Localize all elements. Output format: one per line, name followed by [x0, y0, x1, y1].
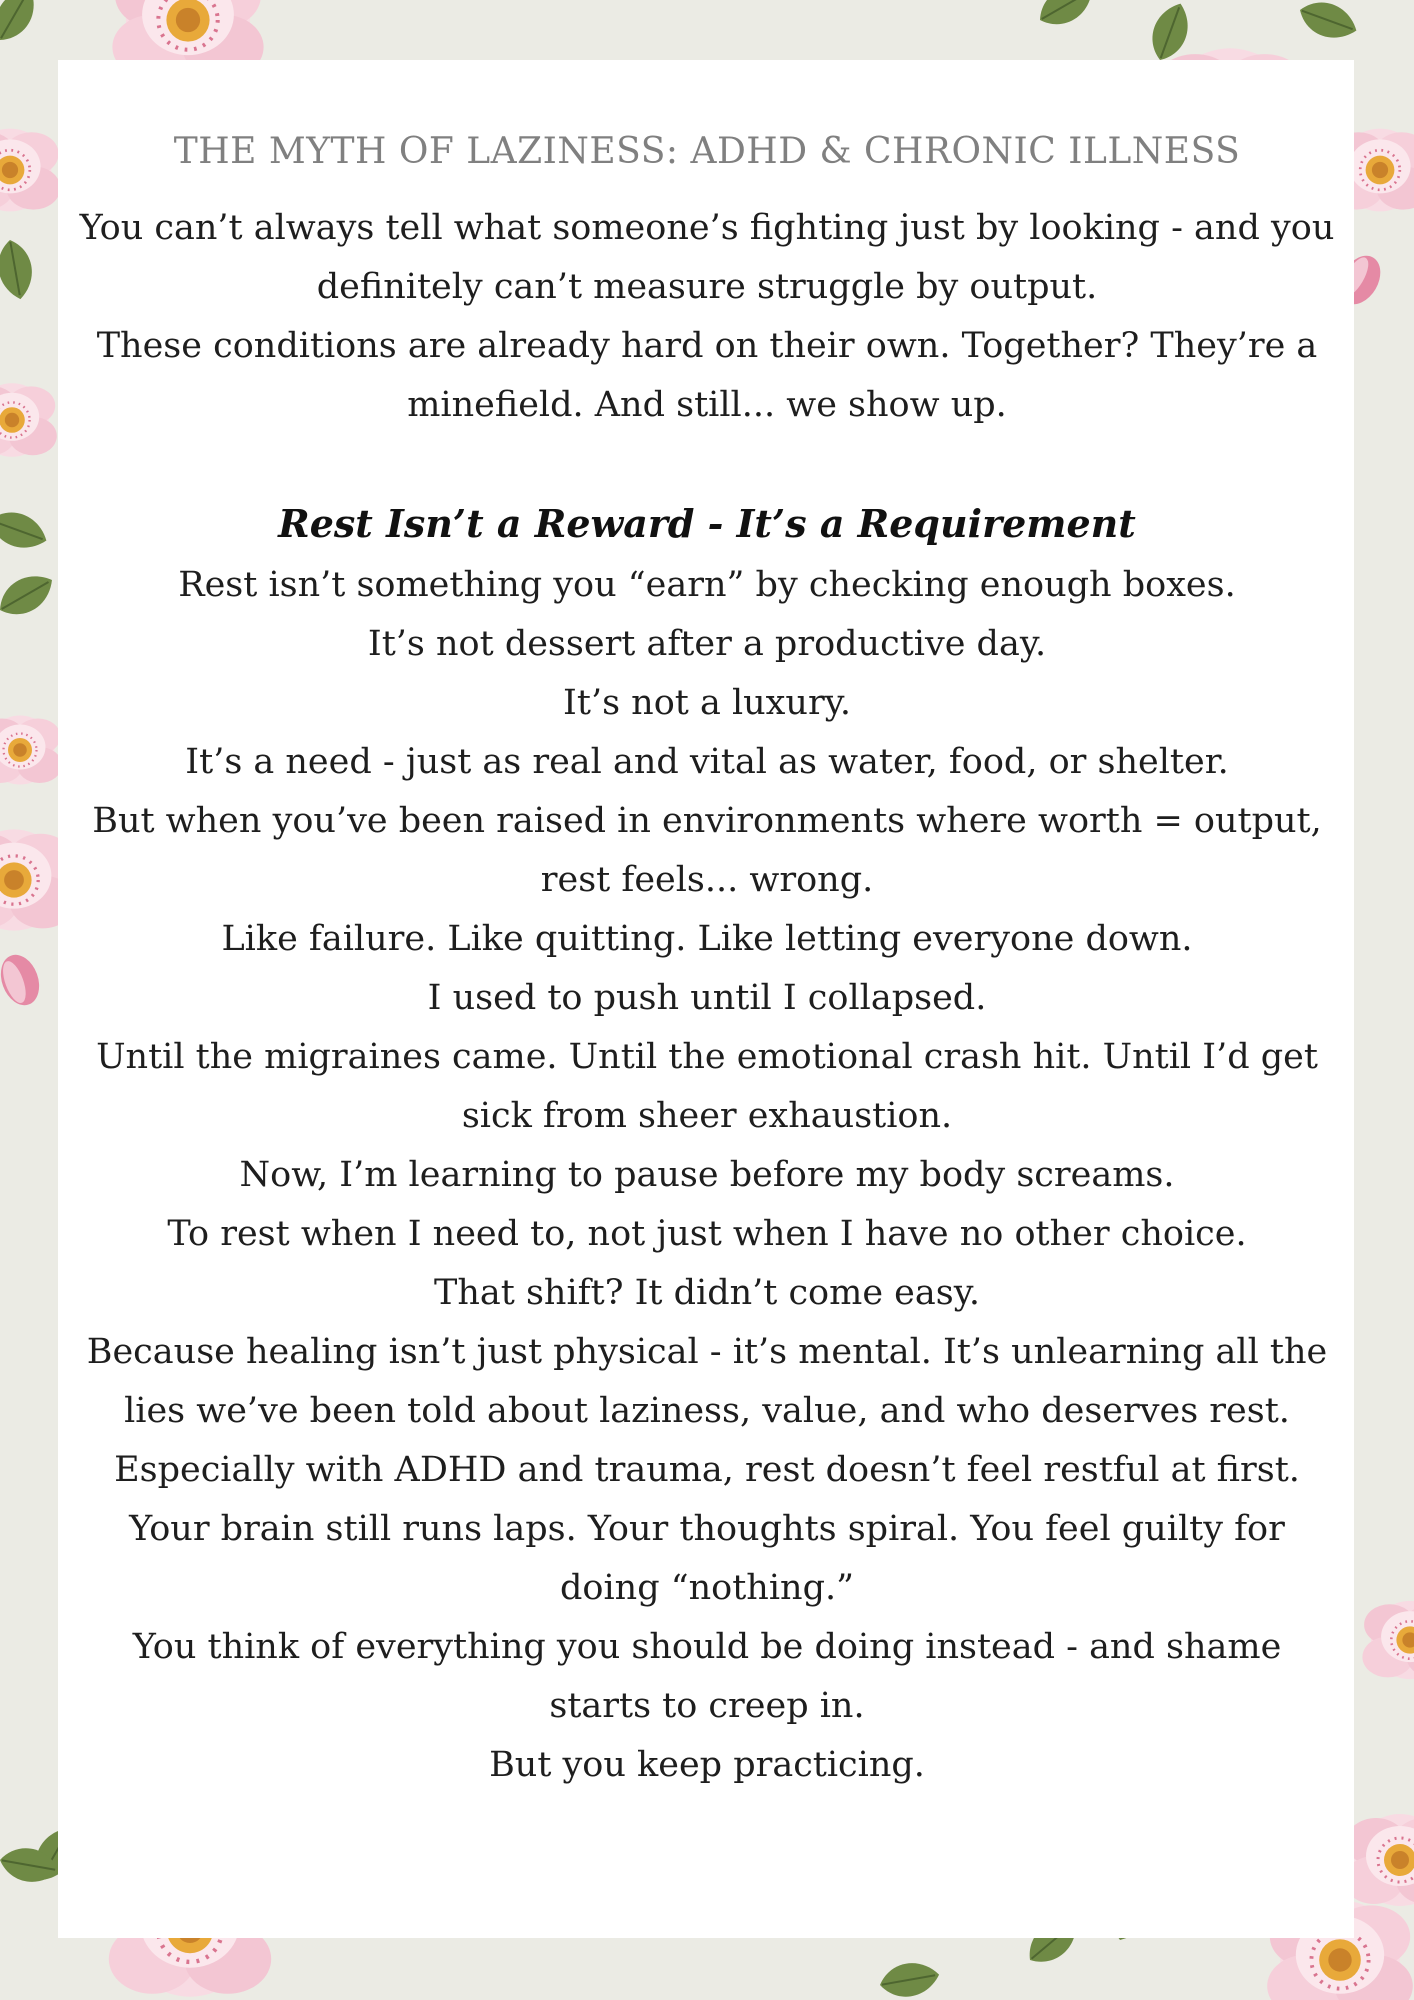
body-line: Especially with ADHD and trauma, rest doesn’t feel restful at first.	[114, 1450, 1300, 1491]
rose-flower-icon	[0, 129, 60, 212]
body-line: Now, I’m learning to pause before my body screams.	[239, 1155, 1175, 1196]
intro-paragraph: You can’t always tell what someone’s fighting just by looking - and you definitely can’t measure struggle by output.	[79, 208, 1335, 308]
body-line: To rest when I need to, not just when I have no other choice.	[167, 1214, 1247, 1255]
body-line: Because healing isn’t just physical - it’s mental. It’s unlearning all the lies we’ve been told about laziness, value, and who deserves rest.	[86, 1332, 1328, 1432]
leaf-icon	[0, 504, 52, 556]
body-line: Rest isn’t something you “earn” by checking enough boxes.	[178, 565, 1236, 606]
rose-flower-icon	[0, 383, 57, 457]
leaf-icon	[1032, 0, 1100, 34]
body-line: Your brain still runs laps. Your thoughts spiral. You feel guilty for doing “nothing.”	[129, 1509, 1285, 1609]
page-title: THE MYTH OF LAZINESS: ADHD & CHRONIC ILLNESS	[173, 131, 1241, 172]
body-line: I used to push until I collapsed.	[427, 978, 987, 1019]
body-line: It’s not dessert after a productive day.	[367, 624, 1047, 665]
body-line: But you keep practicing.	[489, 1745, 925, 1786]
body-line: It’s not a luxury.	[563, 683, 851, 724]
body-line: That shift? It didn’t come easy.	[434, 1273, 980, 1314]
bud-icon	[0, 949, 46, 1010]
body-line: But when you’ve been raised in environments where worth = output, rest feels... wrong.	[92, 801, 1322, 901]
rose-flower-icon	[1362, 1601, 1414, 1679]
intro-paragraph: These conditions are already hard on their own. Together? They’re a minefield. And still... we show up.	[96, 326, 1318, 426]
rose-flower-icon	[0, 716, 62, 785]
leaf-icon	[1294, 0, 1362, 46]
body-line: It’s a need - just as real and vital as water, food, or shelter.	[185, 742, 1229, 783]
body-line: You think of everything you should be doing instead - and shame starts to creep in.	[132, 1627, 1282, 1727]
document-content	[78, 130, 1336, 1795]
leaf-icon	[0, 566, 60, 625]
body-line: Until the migraines came. Until the emotional crash hit. Until I’d get sick from sheer exhaustion.	[96, 1037, 1318, 1137]
body-section	[78, 556, 1336, 1795]
section-heading: Rest Isn’t a Reward - It’s a Requirement	[278, 501, 1136, 547]
leaf-icon	[877, 1958, 942, 2000]
leaf-icon	[0, 0, 44, 48]
leaf-icon	[0, 237, 37, 302]
body-line: Like failure. Like quitting. Like letting everyone down.	[221, 919, 1193, 960]
rose-flower-icon	[1344, 1814, 1414, 1906]
intro-section	[78, 199, 1336, 435]
